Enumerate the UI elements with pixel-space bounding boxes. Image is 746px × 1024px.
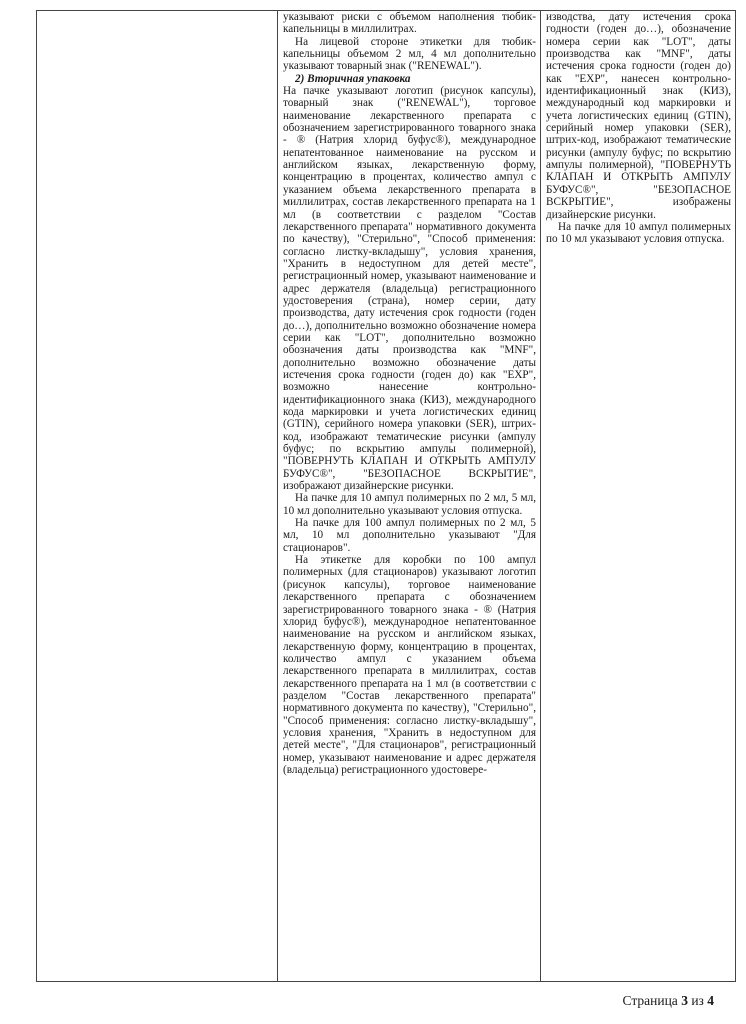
section-heading-secondary-packaging: 2) Вторичная упаковка: [295, 72, 411, 85]
paragraph-box-label: На этикетке для коробки по 100 ампул полимерных (для стационаров) указывают логотип (рисунок капсулы), торговое наименование лекарственного препарата с обозначением зарегистрированного товарного знака - ® (Натрия хлорид буфус®), международное непатентованное наименование на русском и английском языках, лекарственную форму, концентрацию в процентах, количество ампул с указанием объема лекарственного препарата в миллилитрах, состав лекарственного препарата на 1 мл (в соответствии с разделом "Состав лекарственного препарата" нормативного документа по качеству), "Стерильно", "Способ применения: согласно листку-вкладышу", условия хранения, "Хранить в недоступном для детей месте", "Для стационаров", регистрационный номер, указывают наименование и адрес держателя (владельца) регистрационного удостовере-: [283, 554, 536, 776]
table-column-left: [37, 11, 277, 981]
document-table: [36, 10, 736, 982]
table-column-middle: [277, 11, 540, 981]
page-number: [623, 993, 715, 1009]
paragraph-pack-100-ampoules: На пачке для 100 ампул полимерных по 2 мл, 5 мл, 10 мл дополнительно указывают "Для стационаров".: [283, 517, 536, 554]
paragraph-label-front: На лицевой стороне этикетки для тюбик-капельницы объемом 2 мл, 4 мл дополнительно указывают товарный знак ("RENEWAL").: [283, 35, 536, 73]
paragraph-pack-10-ampoules-10ml: На пачке для 10 ампул полимерных по 10 мл указывают условия отпуска.: [546, 220, 731, 246]
page-total: 4: [707, 993, 714, 1008]
paragraph-risk-marks: указывают риски с объемом наполнения тюбик-капельницы в миллилитрах.: [283, 11, 536, 36]
page-label: Страница: [622, 993, 678, 1008]
page-separator: из: [691, 993, 704, 1008]
paragraph-continuation: изводства, дату истечения срока годности (годен до…), обозначение номера серии как "LOT", даты производства как "MNF", даты истечения срока годности (годен до) как "EXP", нанесен контрольно-идентификационный знак (КИЗ), международный код маркировки и учета логистических единиц (GTIN), серийный номер упаковки (SER), штрих-код, изображают тематические рисунки (ампулу буфус; по вскрытию ампулы полимерной), "ПОВЕРНУТЬ КЛАПАН И ОТКРЫТЬ АМПУЛУ БУФУС®", "БЕЗОПАСНОЕ ВСКРЫТИЕ", изображены дизайнерские рисунки.: [546, 11, 731, 221]
paragraph-pack-contents: На пачке указывают логотип (рисунок капсулы), товарный знак ("RENEWAL"), торговое наименование лекарственного препарата с обозначением зарегистрированного товарного знака - ® (Натрия хлорид буфус®), международное непатентованное наименование на русском и английском языках, лекарственную форму, концентрацию в процентах, количество ампул с указанием объема лекарственного препарата в миллилитрах, состав лекарственного препарата на 1 мл (в соответствии с разделом "Состав лекарственного препарата" нормативного документа по качеству), "Стерильно", "Способ применения: согласно листку-вкладышу", условия хранения, "Хранить в недоступном для детей месте", регистрационный номер, указывают наименование и адрес держателя (владельца) регистрационного удостоверения (страна), номер серии, дату производства, дату истечения срок годности (годен до…), дополнительно возможно обозначение номера серии как "LOT", дополнительно возможно обозначения даты производства как "MNF", дополнительно возможно обозначение даты истечения срока годности (годен до) как "EXP", возможно нанесение контрольно-идентификационного знака (КИЗ), международного кода маркировки и учета логистических единиц (GTIN), серийного номера упаковки (SER), штрих-код, изображают тематические рисунки (ампулу буфус; по вскрытию ампулы полимерной), "ПОВЕРНУТЬ КЛАПАН И ОТКРЫТЬ АМПУЛУ БУФУС®", "БЕЗОПАСНОЕ ВСКРЫТИЕ", изображают дизайнерские рисунки.: [283, 85, 536, 493]
table-column-right: [540, 11, 735, 981]
page-current: 3: [681, 993, 688, 1008]
paragraph-pack-10-ampoules: На пачке для 10 ампул полимерных по 2 мл, 5 мл, 10 мл дополнительно указывают условия отпуска.: [283, 492, 536, 517]
